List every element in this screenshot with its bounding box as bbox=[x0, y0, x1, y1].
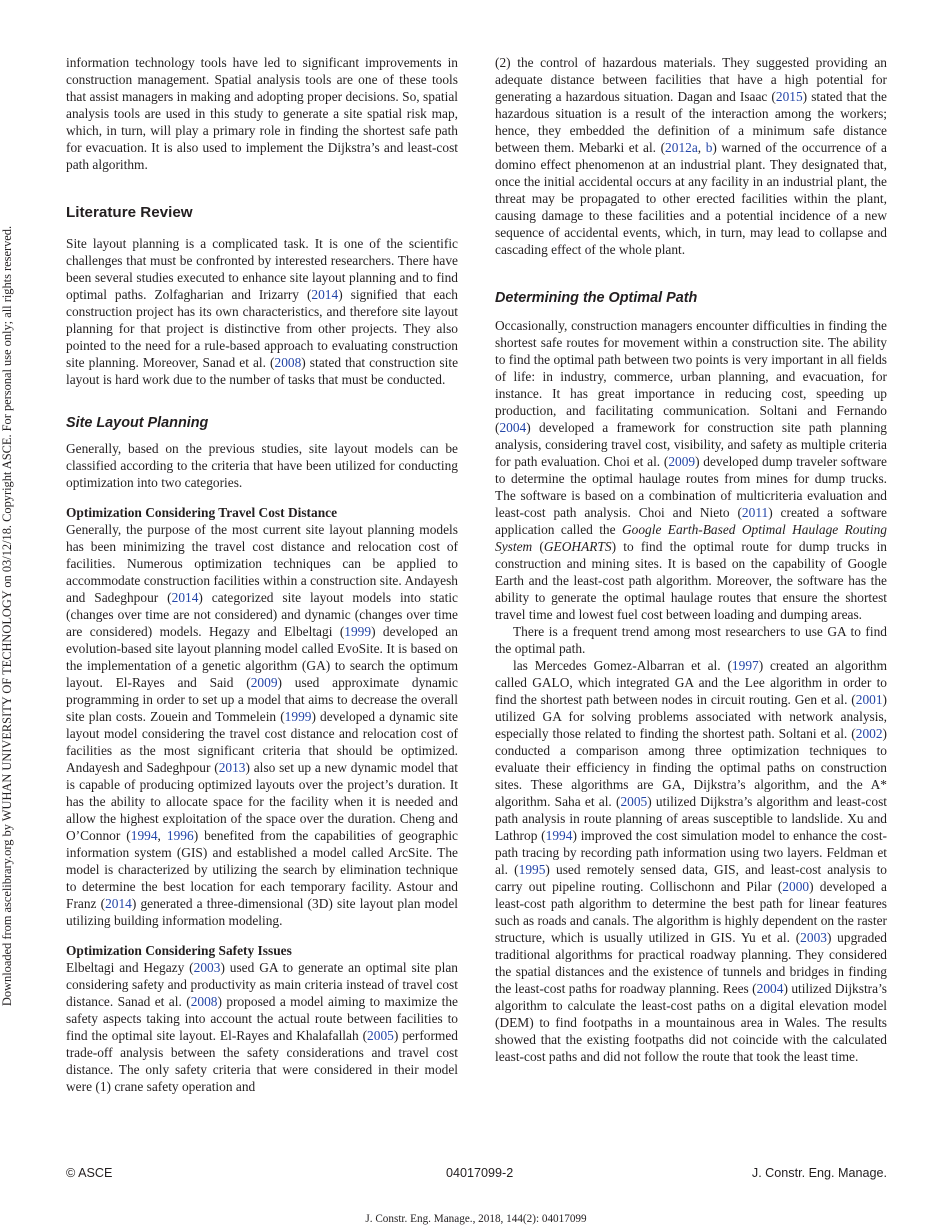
citation-link[interactable]: 1999 bbox=[344, 624, 372, 639]
literature-review-paragraph: Site layout planning is a complicated task. It is one of the scientific challenges that must be confronted by interested researchers. There have been several studies executed to enhance site layout planning and to find optimal paths. Zolfagharian and Irizarry (2014) signified that each construction project has its own characteristics, and therefore site layout planning for that project is distinctive from other projects. They also pointed to the need for a rule-based approach to evaluating construction site planning. Moreover, Sanad et al. (2008) stated that construction site layout is hard work due to the number of tasks that must be conducted. bbox=[66, 236, 459, 387]
literature-review-heading: Literature Review bbox=[66, 204, 193, 221]
citation-link[interactable]: 2009 bbox=[668, 454, 696, 469]
safety-issues-heading: Optimization Considering Safety Issues bbox=[66, 943, 292, 958]
travel-cost-heading: Optimization Considering Travel Cost Distance bbox=[66, 505, 338, 520]
footer-article-number: 04017099-2 bbox=[446, 1166, 514, 1180]
citation-link[interactable]: 1999 bbox=[284, 709, 312, 724]
footer-copyright: © ASCE bbox=[66, 1166, 113, 1180]
citation-link[interactable]: 1997 bbox=[731, 658, 759, 673]
citation-link[interactable]: 2002 bbox=[855, 726, 883, 741]
citation-line: J. Constr. Eng. Manage., 2018, 144(2): 04017099 bbox=[365, 1213, 587, 1225]
citation-link[interactable]: 2004 bbox=[499, 420, 527, 435]
citation-link[interactable]: 2008 bbox=[274, 355, 302, 370]
citation-link[interactable]: 2009 bbox=[250, 675, 278, 690]
citation-link[interactable]: 1994 bbox=[130, 828, 158, 843]
citation-link[interactable]: 2005 bbox=[620, 794, 648, 809]
site-layout-planning-heading: Site Layout Planning bbox=[66, 415, 209, 431]
intro-paragraph: information technology tools have led to significant improvements in construction management. Spatial analysis tools are one of these tools that assist managers in making and adopting proper decisions. So, spatial analysis tools are used in this study to generate a site spatial risk map, which, in turn, will play a primary role in finding the shortest safe path for evacuation. It is also used to implement the Dijkstra’s and least-cost path algorithm. bbox=[66, 55, 458, 172]
safety-issues-paragraph: Elbeltagi and Hegazy (2003) used GA to generate an optimal site plan considering safety and productivity as main criteria instead of travel cost distance. Sanad et al. (2008) proposed a model aiming to maximize the safety aspects taking into account the actual route between facilities to find the optimal site layout. El-Rayes and Khalafallah (2005) performed trade-off analysis between the safety considerations and travel cost distance. The only safety criteria that were considered in their model were (1) crane safety operation and bbox=[66, 960, 458, 1094]
site-layout-paragraph: Generally, based on the previous studies, site layout models can be classified according to the criteria that have been utilized for conducting optimization into two categories. bbox=[66, 441, 458, 490]
citation-link[interactable]: 2000 bbox=[782, 879, 810, 894]
left-column bbox=[66, 54, 458, 1095]
citation-link[interactable]: 2004 bbox=[756, 981, 784, 996]
optimal-path-heading: Determining the Optimal Path bbox=[495, 290, 698, 306]
citation-link[interactable]: 2014 bbox=[105, 896, 132, 911]
citation-link[interactable]: 2015 bbox=[775, 89, 803, 104]
citation-link[interactable]: 2014 bbox=[311, 287, 339, 302]
citation-link[interactable]: 2005 bbox=[367, 1028, 394, 1043]
citation-link[interactable]: 1994 bbox=[545, 828, 573, 843]
citation-link[interactable]: 2014 bbox=[171, 590, 199, 605]
continued-paragraph: (2) the control of hazardous materials. They suggested providing an adequate distance between facilities that have a high potential for generating a hazardous situation. Dagan and Isaac (2015) stated that the hazardous situation is a result of the interaction among the workers; hence, they embedded the definition of a minimum safe distance between them. Mebarki et al. (2012a, b) warned of the occurrence of a domino effect phenomenon at an industrial plant. They designated that, once the initial accidental occurs at any facility in an industrial plant, the threat may be propagated to other erected facilities within the plant, causing damage to these facilities and a potential incidence of a new sequence of accidental events, which, in turn, may lead to collapse and cascading effect of the whole plant. bbox=[495, 55, 887, 257]
citation-link[interactable]: 2003 bbox=[193, 960, 221, 975]
citation-link[interactable]: 2003 bbox=[800, 930, 827, 945]
optimal-path-paragraph: Occasionally, construction managers encounter difficulties in finding the shortest safe routes for movement within a construction site. The ability to find the optimal path between two points is very important in all fields of life: in industry, commerce, urban planning, and evacuation, for instance. It has great importance in reducing cost, speeding up production, and facilitating communication. Soltani and Fernando (2004) developed a framework for construction site path planning analysis, considering travel cost, visibility, and safety as multiple criteria for path evaluation. Choi et al. (2009) developed dump traveler software to determine the optimal haulage routes from mines for dump trucks. The software is based on a combination of multicriteria evaluation and least-cost path analysis. Choi and Nieto (2011) created a software application called the Google Earth-Based Optimal Haulage Routing System (GEOHARTS) to find the optimal route for dump trucks in construction and mining sites. It is based on the capability of Google Earth and the least-cost path algorithm. Moreover, the software has the ability to generate the optimal haulage routes that ensure the shortest travel time and lowest fuel cost between loading and dumping areas. bbox=[495, 318, 887, 622]
citation-link[interactable]: 2008 bbox=[190, 994, 218, 1009]
citation-link[interactable]: 2012a bbox=[665, 140, 698, 155]
citation-link[interactable]: 2001 bbox=[855, 692, 883, 707]
citation-link[interactable]: 1996 bbox=[166, 828, 194, 843]
path-algorithms-paragraph: las Mercedes Gomez-Albarran et al. (1997) created an algorithm called GALO, which integrated GA and the Lee algorithm in order to find the shortest path between nodes in circuit routing. Gen et al. (2001) utilized GA for solving problems associated with network analysis, especially those related to finding the shortest path. Soltani et al. (2002) conducted a comparison among three optimization techniques to evaluate their efficiency in finding the optimal paths on construction sites. These algorithms are GA, Dijkstra’s algorithm, and the A* algorithm. Saha et al. (2005) utilized Dijkstra’s algorithm and least-cost path analysis in route planning of areas susceptible to landslide. Xu and Lathrop (1994) improved the cost simulation model to enhance the cost-path tracing by recording path information using two layers. Feldman et al. (1995) used remotely sensed data, GIS, and least-cost analysis to carry out pipeline routing. Collischonn and Pilar (2000) developed a least-cost path algorithm to determine the best path for linear features such as roads and canals. The algorithm is highly dependent on the raster structure, which is usually utilized in GIS. Yu et al. (2003) upgraded traditional algorithms for practical roadway planning. They considered the spatial distances and the existence of tunnels and bridges in finding the least-cost paths for roadway planning. Rees (2004) utilized Dijkstra’s algorithm to calculate the least-cost paths on a digital elevation model (DEM) to find footpaths in a mountainous area in Wales. The results showed that the existing footpaths did not coincide with the calculated least-cost paths and did not follow the route that took the least time. bbox=[495, 658, 888, 1064]
citation-link[interactable]: 1995 bbox=[518, 862, 546, 877]
citation-link[interactable]: 2011 bbox=[741, 505, 769, 520]
footer-journal: J. Constr. Eng. Manage. bbox=[751, 1166, 887, 1180]
ga-paragraph: There is a frequent trend among most researchers to use GA to find the optimal path. bbox=[495, 624, 887, 656]
download-notice: Downloaded from ascelibrary.org by WUHAN UNIVERSITY OF TECHNOLOGY on 03/12/18. Copyright ASCE. For personal use only; all rights reserved. bbox=[0, 225, 14, 1007]
citation-link[interactable]: 2013 bbox=[218, 760, 246, 775]
citation-link[interactable]: b bbox=[705, 140, 713, 155]
right-column bbox=[495, 54, 887, 1065]
travel-cost-paragraph: Generally, the purpose of the most current site layout planning models has been minimizing the travel cost distance and relocation cost of facilities. Numerous optimization techniques can be applied to accommodate construction facilities within a construction site. Andayesh and Sadeghpour (2014) categorized site layout models into static (changes over time are not considered) and dynamic (changes over time are considered) models. Hegazy and Elbeltagi (1999) developed an evolution-based site layout planning model called EvoSite. It is based on the implementation of a genetic algorithm (GA) to search the optimum layout. El-Rayes and Said (2009) used approximate dynamic programming in order to set up a model that aims to decrease the overall site plan costs. Zouein and Tommelein (1999) developed a dynamic site layout model considering the travel cost distance and relocation cost of facilities as the most significant criteria that should be optimized. Andayesh and Sadeghpour (2013) also set up a new dynamic model that is capable of producing optimized layouts over the project’s duration. It has the ability to allocate space for the facility when it is needed and allow the highest exploitation of the space over the duration. Cheng and O’Connor (1994, 1996) benefited from the capabilities of geographic information system (GIS) and established a model called ArcSite. The model is characterized by utilizing the search by elimination technique to determine the best location for each temporary facility. Astour and Franz (2014) generated a three-dimensional (3D) site layout plan model utilizing building information modeling. bbox=[66, 522, 458, 928]
